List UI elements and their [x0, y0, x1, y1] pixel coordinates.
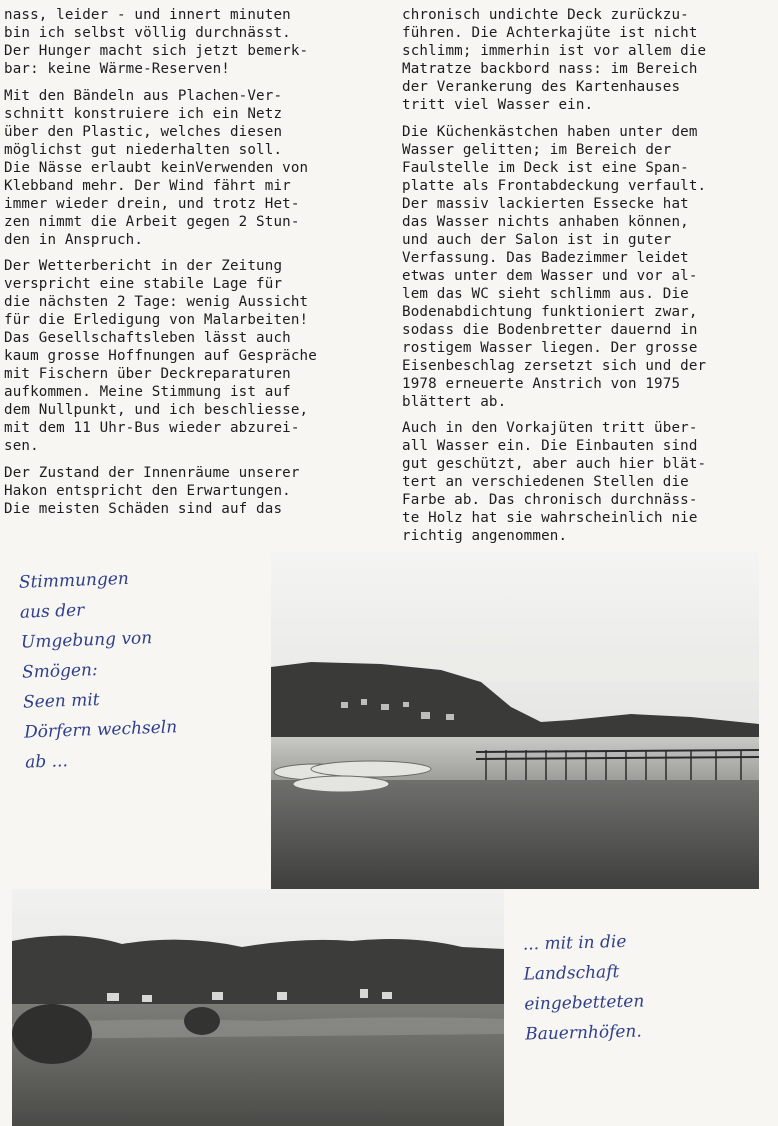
handwritten-caption-bottom: ... mit in die Landschaft eingebetteten Bauernhöfen.: [522, 931, 645, 1045]
paragraph: Der Wetterbericht in der Zeitung verspricht eine stabile Lage für die nächsten 2 Tage: wenig Aussicht für die Erledigung von Malarbeiten! Das Gesellschaftsleben lässt auch kaum grosse Hoffnungen auf Gespräche mit Fischern über Deckreparaturen aufkommen. Meine Stimmung ist auf dem Nullpunkt, und ich beschliesse, mit dem 11 Uhr-Bus wieder abzurei- sen.: [4, 258, 317, 454]
paragraph: chronisch undichte Deck zurückzu- führen. Die Achterkajüte ist nicht schlimm; immerhin ist vor allem die Matratze backbord nass: im Bereich der Verankerung des Kartenhauses tritt viel Wasser ein.: [402, 7, 707, 113]
text-column-left: [4, 6, 376, 526]
text-column-right: [402, 6, 774, 554]
handwritten-caption-top: Stimmungen aus der Umgebung von Smögen: Seen mit Dörfern wechseln ab ...: [18, 568, 178, 773]
photo-lake-village: [271, 552, 759, 889]
paragraph: Der Zustand der Innenräume unserer Hakon entspricht den Erwartungen. Die meisten Schäden sind auf das: [4, 464, 300, 517]
paragraph: Die Küchenkästchen haben unter dem Wasser gelitten; im Bereich der Faulstelle im Deck ist eine Span- platte als Frontabdeckung verfault. Der massiv lackierten Essecke hat das Wasser nichts anhaben können, und auch der Salon ist in guter Verfassung. Das Badezimmer leidet etwas unter dem Wasser und vor al- lem das WC sieht schlimm aus. Die Bodenabdichtung funktioniert zwar, sodass die Bodenbretter dauernd in rostigem Wasser liegen. Der grosse Eisenbeschlag zersetzt sich und der 1978 erneuerte Anstrich von 1975 blättert ab.: [402, 123, 707, 410]
paragraph: nass, leider - und innert minuten bin ich selbst völlig durchnässt. Der Hunger macht sich jetzt bemerk- bar: keine Wärme-Reserven!: [4, 7, 309, 77]
paragraph: Auch in den Vorkajüten tritt über- all Wasser ein. Die Einbauten sind gut geschützt, aber auch hier blät- tert an verschiedenen Stellen die Farbe ab. Das chronisch durchnäss- te Holz hat sie wahrscheinlich nie richtig angenommen.: [402, 420, 707, 544]
paragraph: Mit den Bändeln aus Plachen-Ver- schnitt konstruiere ich ein Netz über den Plastic, welches diesen möglichst gut niederhalten soll. Die Nässe erlaubt keinVerwenden von Klebband mehr. Der Wind fährt mir immer wieder drein, und trotz Het- zen nimmt die Arbeit gegen 2 Stun- den in Anspruch.: [4, 87, 309, 248]
photo-farmland-hills: [12, 889, 504, 1126]
